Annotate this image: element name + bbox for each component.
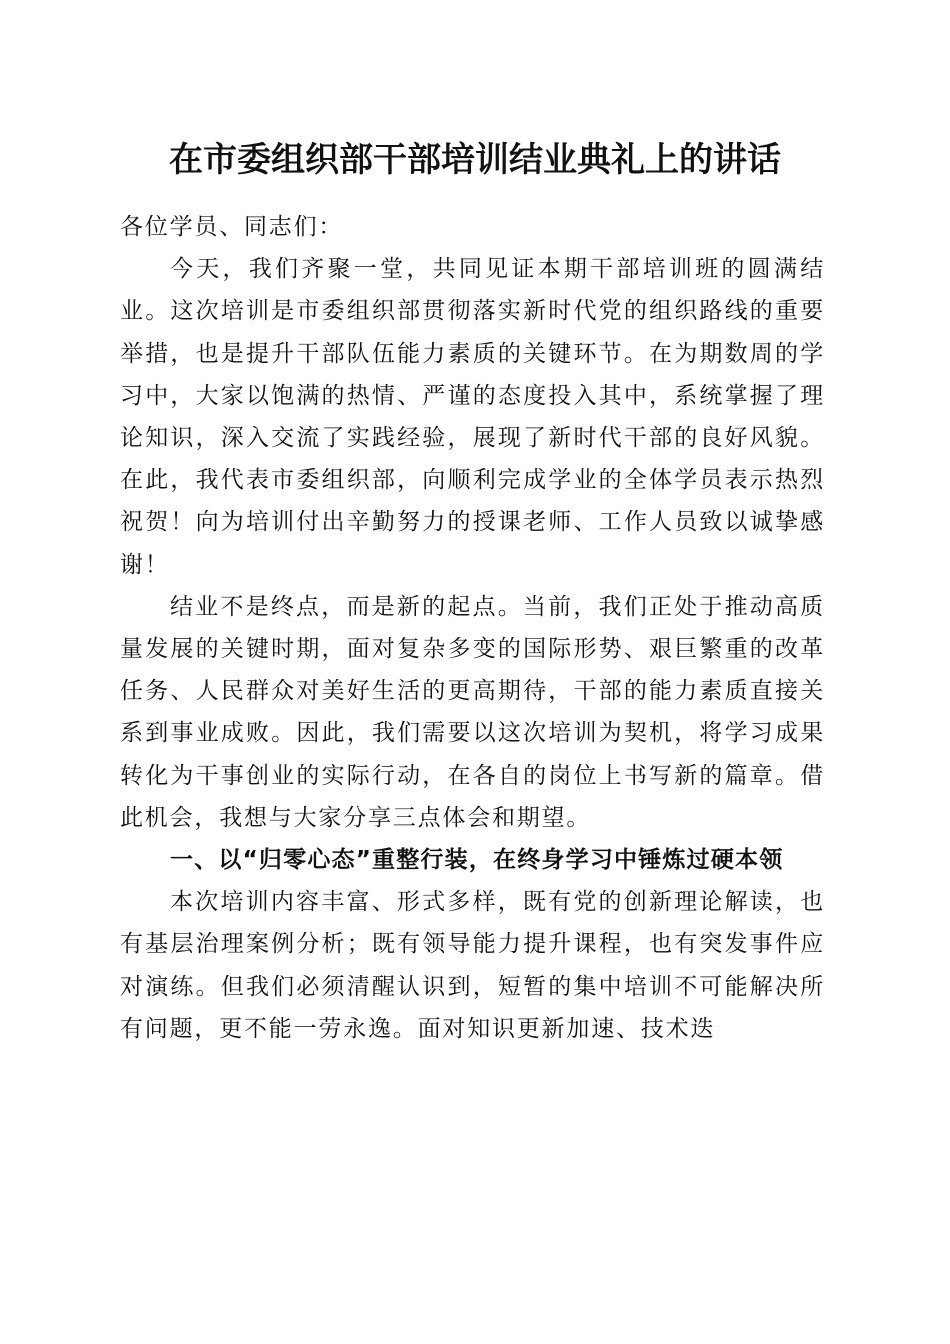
paragraph-3: 本次培训内容丰富、形式多样，既有党的创新理论解读，也有基层治理案例分析；既有领导能力提升课程，也有突发事件应对演练。但我们必须清醒认识到，短暂的集中培训不可能解决所有问题，更不能一劳永逸。面对知识更新加速、技术迭 [120, 889, 825, 1042]
salutation: 各位学员、同志们： [120, 214, 344, 240]
document-title: 在市委组织部干部培训结业典礼上的讲话 [169, 140, 781, 180]
paragraph-1: 今天，我们齐聚一堂，共同见证本期干部培训班的圆满结业。这次培训是市委组织部贯彻落实新时代党的组织路线的重要举措，也是提升干部队伍能力素质的关键环节。在为期数周的学习中，大家以饱满的热情、严谨的态度投入其中，系统掌握了理论知识，深入交流了实践经验，展现了新时代干部的良好风貌。在此，我代表市委组织部，向顺利完成学业的全体学员表示热烈祝贺！向为培训付出辛勤努力的授课老师、工作人员致以诚挚感谢！ [120, 256, 825, 578]
document-body [120, 206, 825, 1050]
paragraph-2: 结业不是终点，而是新的起点。当前，我们正处于推动高质量发展的关键时期，面对复杂多变的国际形势、艰巨繁重的改革任务、人民群众对美好生活的更高期待，干部的能力素质直接关系到事业成败。因此，我们需要以这次培训为契机，将学习成果转化为干事创业的实际行动，在各自的岗位上书写新的篇章。借此机会，我想与大家分享三点体会和期望。 [120, 593, 825, 831]
section-heading-1: 一、以“归零心态”重整行装，在终身学习中锤炼过硬本领 [170, 847, 784, 874]
